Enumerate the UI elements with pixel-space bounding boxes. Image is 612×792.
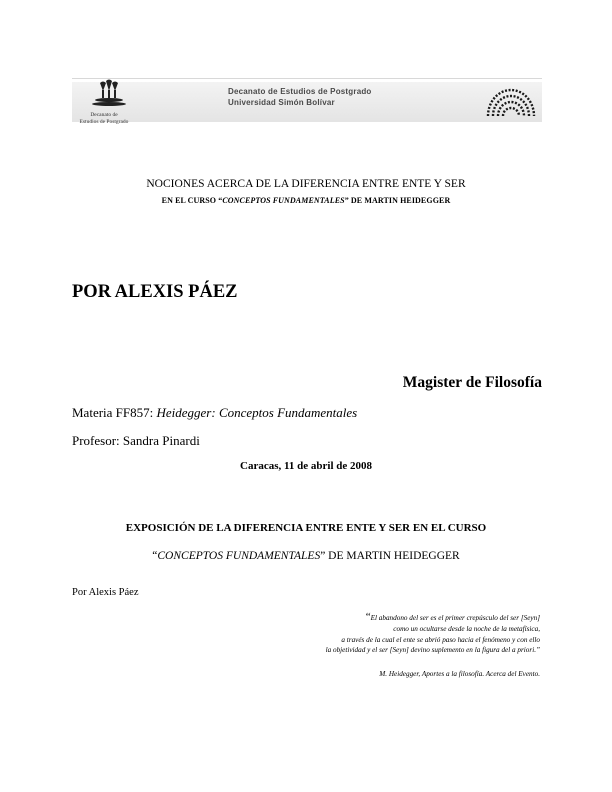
author-heading: POR ALEXIS PÁEZ bbox=[72, 282, 238, 302]
logo-caption-line1: Decanato de bbox=[90, 112, 118, 118]
header-university-name: Universidad Simón Bolívar bbox=[228, 98, 335, 107]
epigraph bbox=[220, 612, 540, 656]
subtitle-prefix: EN EL CURSO “ bbox=[161, 196, 223, 205]
exposition-suffix: ” DE MARTIN HEIDEGGER bbox=[320, 550, 460, 562]
professor-line: Profesor: Sandra Pinardi bbox=[72, 433, 200, 448]
epigraph-text1: El abandono del ser es el primer crepúsculo del ser [Seyn] bbox=[370, 614, 540, 622]
epigraph-line2: como un ocultarse desde la noche de la metafísica, bbox=[393, 624, 540, 633]
document-subtitle bbox=[0, 196, 612, 205]
exposition-course: CONCEPTOS FUNDAMENTALES bbox=[157, 550, 321, 562]
exposition-heading: EXPOSICIÓN DE LA DIFERENCIA ENTRE ENTE Y SER EN EL CURSO bbox=[125, 522, 487, 534]
logo-caption bbox=[74, 112, 134, 126]
epigraph-open-quote: “ bbox=[365, 611, 371, 623]
subtitle-course: CONCEPTOS FUNDAMENTALES bbox=[222, 196, 345, 205]
header-banner bbox=[72, 78, 542, 131]
course-name: Heidegger: Conceptos Fundamentales bbox=[156, 405, 358, 420]
date-line: Caracas, 11 de abril de 2008 bbox=[240, 460, 372, 472]
course-line bbox=[72, 405, 357, 421]
exposition-subheading bbox=[0, 550, 612, 562]
byline: Por Alexis Páez bbox=[72, 587, 139, 598]
decanato-logo-icon bbox=[86, 79, 134, 111]
epigraph-line4: la objetividad y el ser [Seyn] devino suplemento en la figura del a priori.” bbox=[325, 646, 540, 655]
course-label: Materia FF857: bbox=[72, 405, 157, 420]
exposition-open-quote: “ bbox=[152, 550, 158, 562]
epigraph-line1 bbox=[220, 612, 540, 624]
epigraph-source: M. Heidegger, Aportes a la filosofía. Acerca del Evento. bbox=[379, 670, 540, 678]
usb-logo-icon bbox=[482, 80, 540, 120]
logo-caption-line2: Estudios de Postgrado bbox=[79, 119, 129, 125]
document-title: NOCIONES ACERCA DE LA DIFERENCIA ENTRE ENTE Y SER bbox=[146, 178, 466, 190]
degree-label: Magister de Filosofía bbox=[402, 374, 542, 391]
subtitle-suffix: ” DE MARTIN HEIDEGGER bbox=[344, 196, 451, 205]
epigraph-line3: a través de la cual el ente se abrió paso hacia el fenómeno y con ello bbox=[341, 635, 540, 644]
header-dept-name: Decanato de Estudios de Postgrado bbox=[228, 87, 372, 96]
